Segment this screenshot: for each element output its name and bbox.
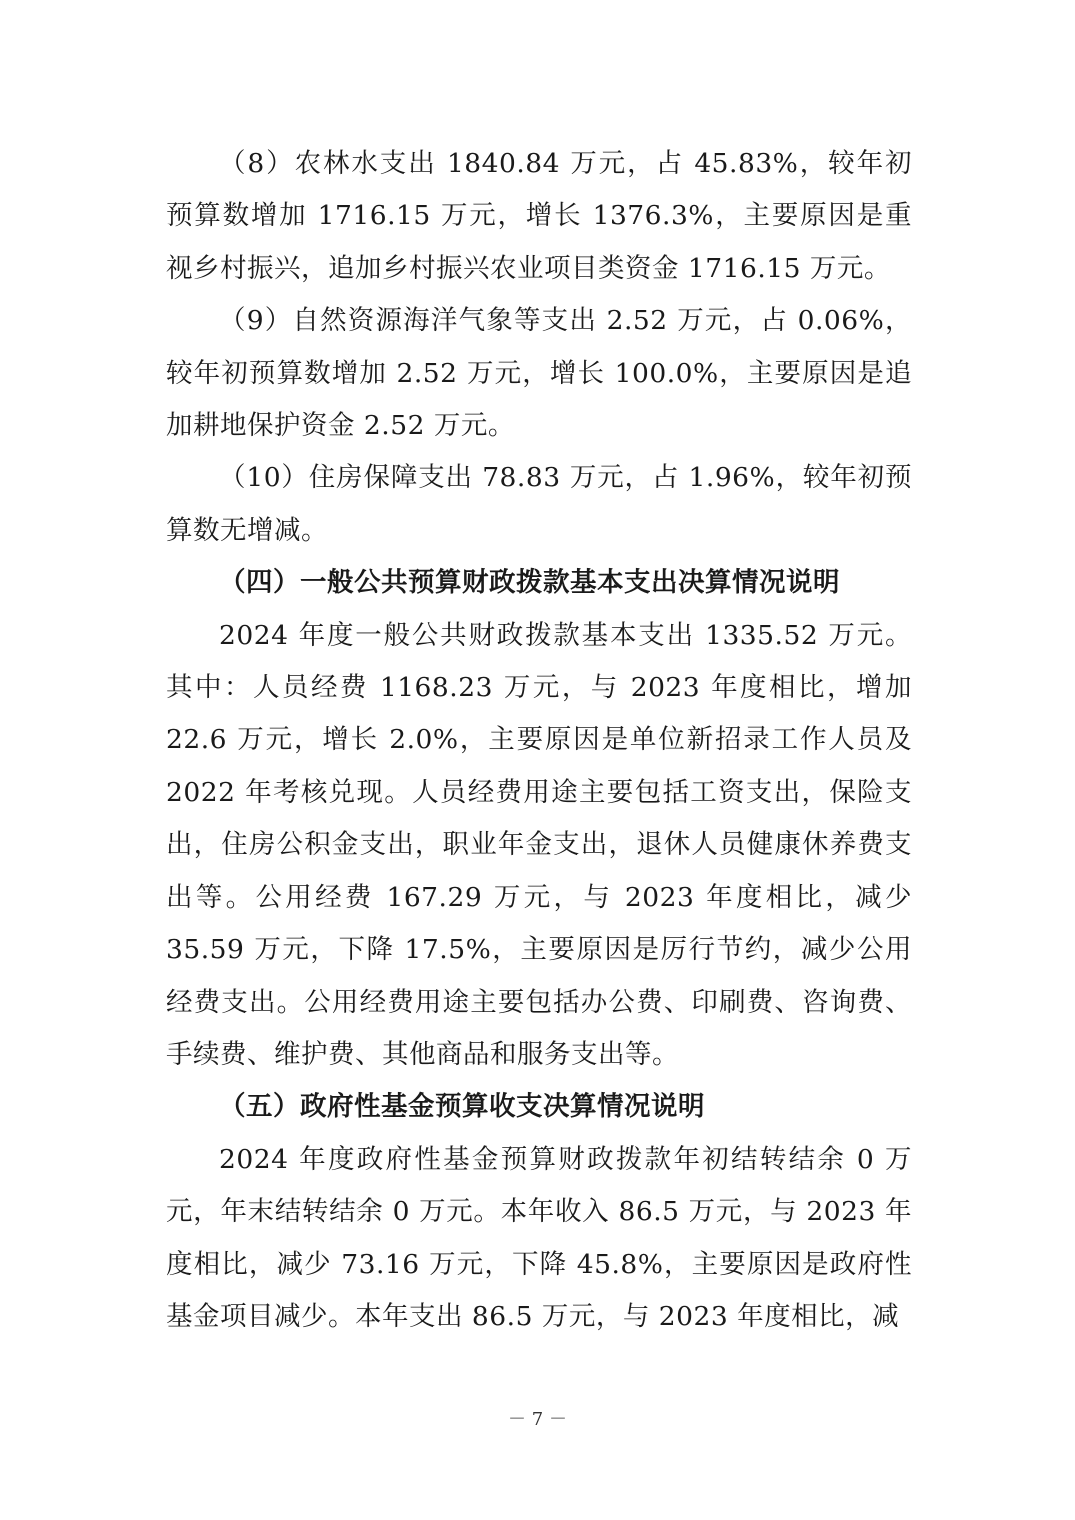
paragraph-housing: （10）住房保障支出 78.83 万元，占 1.96%，较年初预算数无增减。	[166, 462, 912, 546]
paragraph-agriculture: （8）农林水支出 1840.84 万元，占 45.83%，较年初预算数增加 1716.15 万元，增长 1376.3%，主要原因是重视乡村振兴，追加乡村振兴农业项目类资金 1716.15 万元。	[166, 148, 912, 284]
section-heading-government-fund: （五）政府性基金预算收支决算情况说明	[219, 1091, 705, 1123]
section-heading-basic-expenditure: （四）一般公共预算财政拨款基本支出决算情况说明	[219, 567, 840, 599]
page-number: － 7 －	[508, 1409, 567, 1430]
paragraph-natural-resources: （9）自然资源海洋气象等支出 2.52 万元，占 0.06%，较年初预算数增加 2.52 万元，增长 100.0%，主要原因是追加耕地保护资金 2.52 万元。	[166, 305, 912, 442]
body-text	[166, 138, 912, 1343]
paragraph-basic-expenditure: 2024 年度一般公共财政拨款基本支出 1335.52 万元。其中：人员经费 1168.23 万元，与 2023 年度相比，增加 22.6 万元，增长 2.0%，主要原因是单位新招录工作人员及 2022 年考核兑现。人员经费用途主要包括工资支出，保险支出，住房公积金支出，职业年金支出，退休人员健康休养费支出等。公用经费 167.29 万元，与 2023 年度相比，减少 35.59 万元，下降 17.5%，主要原因是厉行节约，减少公用经费支出。公用经费用途主要包括办公费、印刷费、咨询费、手续费、维护费、其他商品和服务支出等。	[166, 619, 912, 1070]
paragraph-government-fund: 2024 年度政府性基金预算财政拨款年初结转结余 0 万元，年末结转结余 0 万元。本年收入 86.5 万元，与 2023 年度相比，减少 73.16 万元，下降 45.8%，主要原因是政府性基金项目减少。本年支出 86.5 万元，与 2023 年度相比，减	[166, 1143, 912, 1332]
